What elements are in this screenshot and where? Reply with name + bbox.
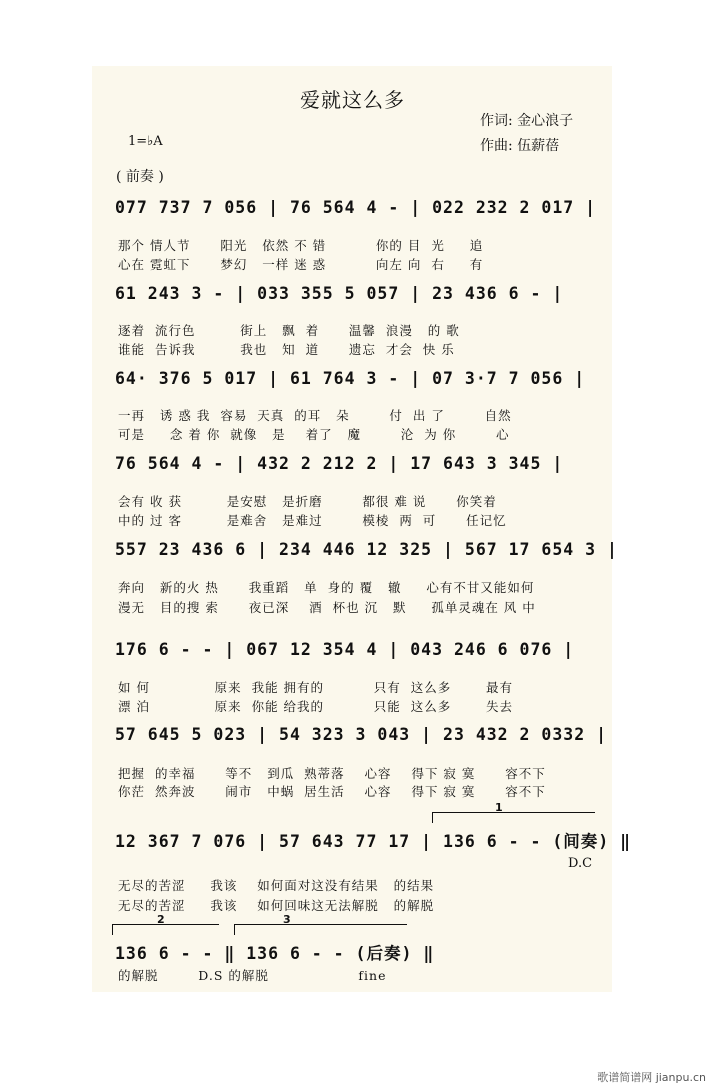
lyric-line-7b: 你茫 然奔波 闹市 中蜗 居生活 心容 得下 寂 寞 容不下	[118, 784, 546, 799]
music-line-5: 557 23 436 6 | 234 446 12 325 | 567 17 654 3 |	[115, 540, 618, 559]
lyric-line-6a: 如 何 原来 我能 拥有的 只有 这么多 最有	[118, 680, 514, 695]
lyric-line-3b: 可是 念 着 你 就像 是 着了 魔 沦 为 你 心	[118, 427, 510, 442]
prelude-label: ( 前奏 )	[116, 169, 164, 185]
music-line-9: 136 6 - - ‖ 136 6 - - (后奏) ‖	[115, 944, 435, 963]
volta-3-bracket	[234, 913, 407, 935]
lyric-line-1a: 那个 情人节 阳光 依然 不 错 你的 目 光 追	[118, 238, 484, 253]
key-signature: 1=♭A	[128, 134, 163, 149]
volta-3-label: 3	[283, 913, 291, 926]
music-line-3: 64· 376 5 017 | 61 764 3 - | 07 3·7 7 056 |	[115, 369, 586, 388]
music-line-4: 76 564 4 - | 432 2 212 2 | 17 643 3 345 |	[115, 454, 564, 473]
volta-1-label: 1	[495, 801, 503, 814]
lyricist-credit: 作词: 金心浪子	[480, 113, 574, 129]
dc-mark: D.C	[568, 856, 593, 871]
lyric-line-5a: 奔向 新的火 热 我重蹈 单 身的 覆 辙 心有不甘又能如何	[118, 580, 535, 595]
lyric-line-8b: 无尽的苦涩 我该 如何回味这无法解脱 的解脱	[118, 898, 435, 913]
volta-2-label: 2	[157, 913, 165, 926]
music-line-1: 077 737 7 056 | 76 564 4 - | 022 232 2 017 |	[115, 198, 597, 217]
music-line-6: 176 6 - - | 067 12 354 4 | 043 246 6 076 |	[115, 640, 575, 659]
music-line-8: 12 367 7 076 | 57 643 77 17 | 136 6 - - (间奏) ‖	[115, 832, 632, 851]
lyric-line-1b: 心在 霓虹下 梦幻 一样 迷 惑 向左 向 右 有	[118, 257, 484, 272]
lyric-line-2a: 逐着 流行色 街上 飘 着 温馨 浪漫 的 歌	[118, 323, 460, 338]
lyric-line-5b: 漫无 目的搜 索 夜已深 酒 杯也 沉 默 孤单灵魂在 风 中	[118, 600, 536, 615]
music-line-7: 57 645 5 023 | 54 323 3 043 | 23 432 2 0332 |	[115, 725, 608, 744]
composer-credit: 作曲: 伍薪蓓	[480, 138, 560, 154]
volta-2-bracket	[112, 913, 219, 935]
lyric-line-3a: 一再 诱 惑 我 容易 天真 的耳 朵 付 出 了 自然	[118, 408, 512, 423]
lyric-line-4a: 会有 收 获 是安慰 是折磨 都很 难 说 你笑着	[118, 494, 497, 509]
lyric-line-4b: 中的 过 客 是难舍 是难过 模棱 两 可 任记忆	[118, 513, 507, 528]
site-watermark: 歌谱简谱网 jianpu.cn	[597, 1071, 706, 1084]
lyric-line-9a: 的解脱 D.S 的解脱 fine	[118, 968, 387, 983]
lyric-line-7a: 把握 的幸福 等不 到瓜 熟蒂落 心容 得下 寂 寞 容不下	[118, 766, 546, 781]
lyric-line-8a: 无尽的苦涩 我该 如何面对这没有结果 的结果	[118, 878, 435, 893]
volta-1-bracket	[432, 801, 595, 823]
music-line-2: 61 243 3 - | 033 355 5 057 | 23 436 6 - |	[115, 284, 564, 303]
lyric-line-2b: 谁能 告诉我 我也 知 道 遗忘 才会 快 乐	[118, 342, 455, 357]
song-title: 爱就这么多	[300, 88, 405, 112]
lyric-line-6b: 漂 泊 原来 你能 给我的 只能 这么多 失去	[118, 699, 514, 714]
